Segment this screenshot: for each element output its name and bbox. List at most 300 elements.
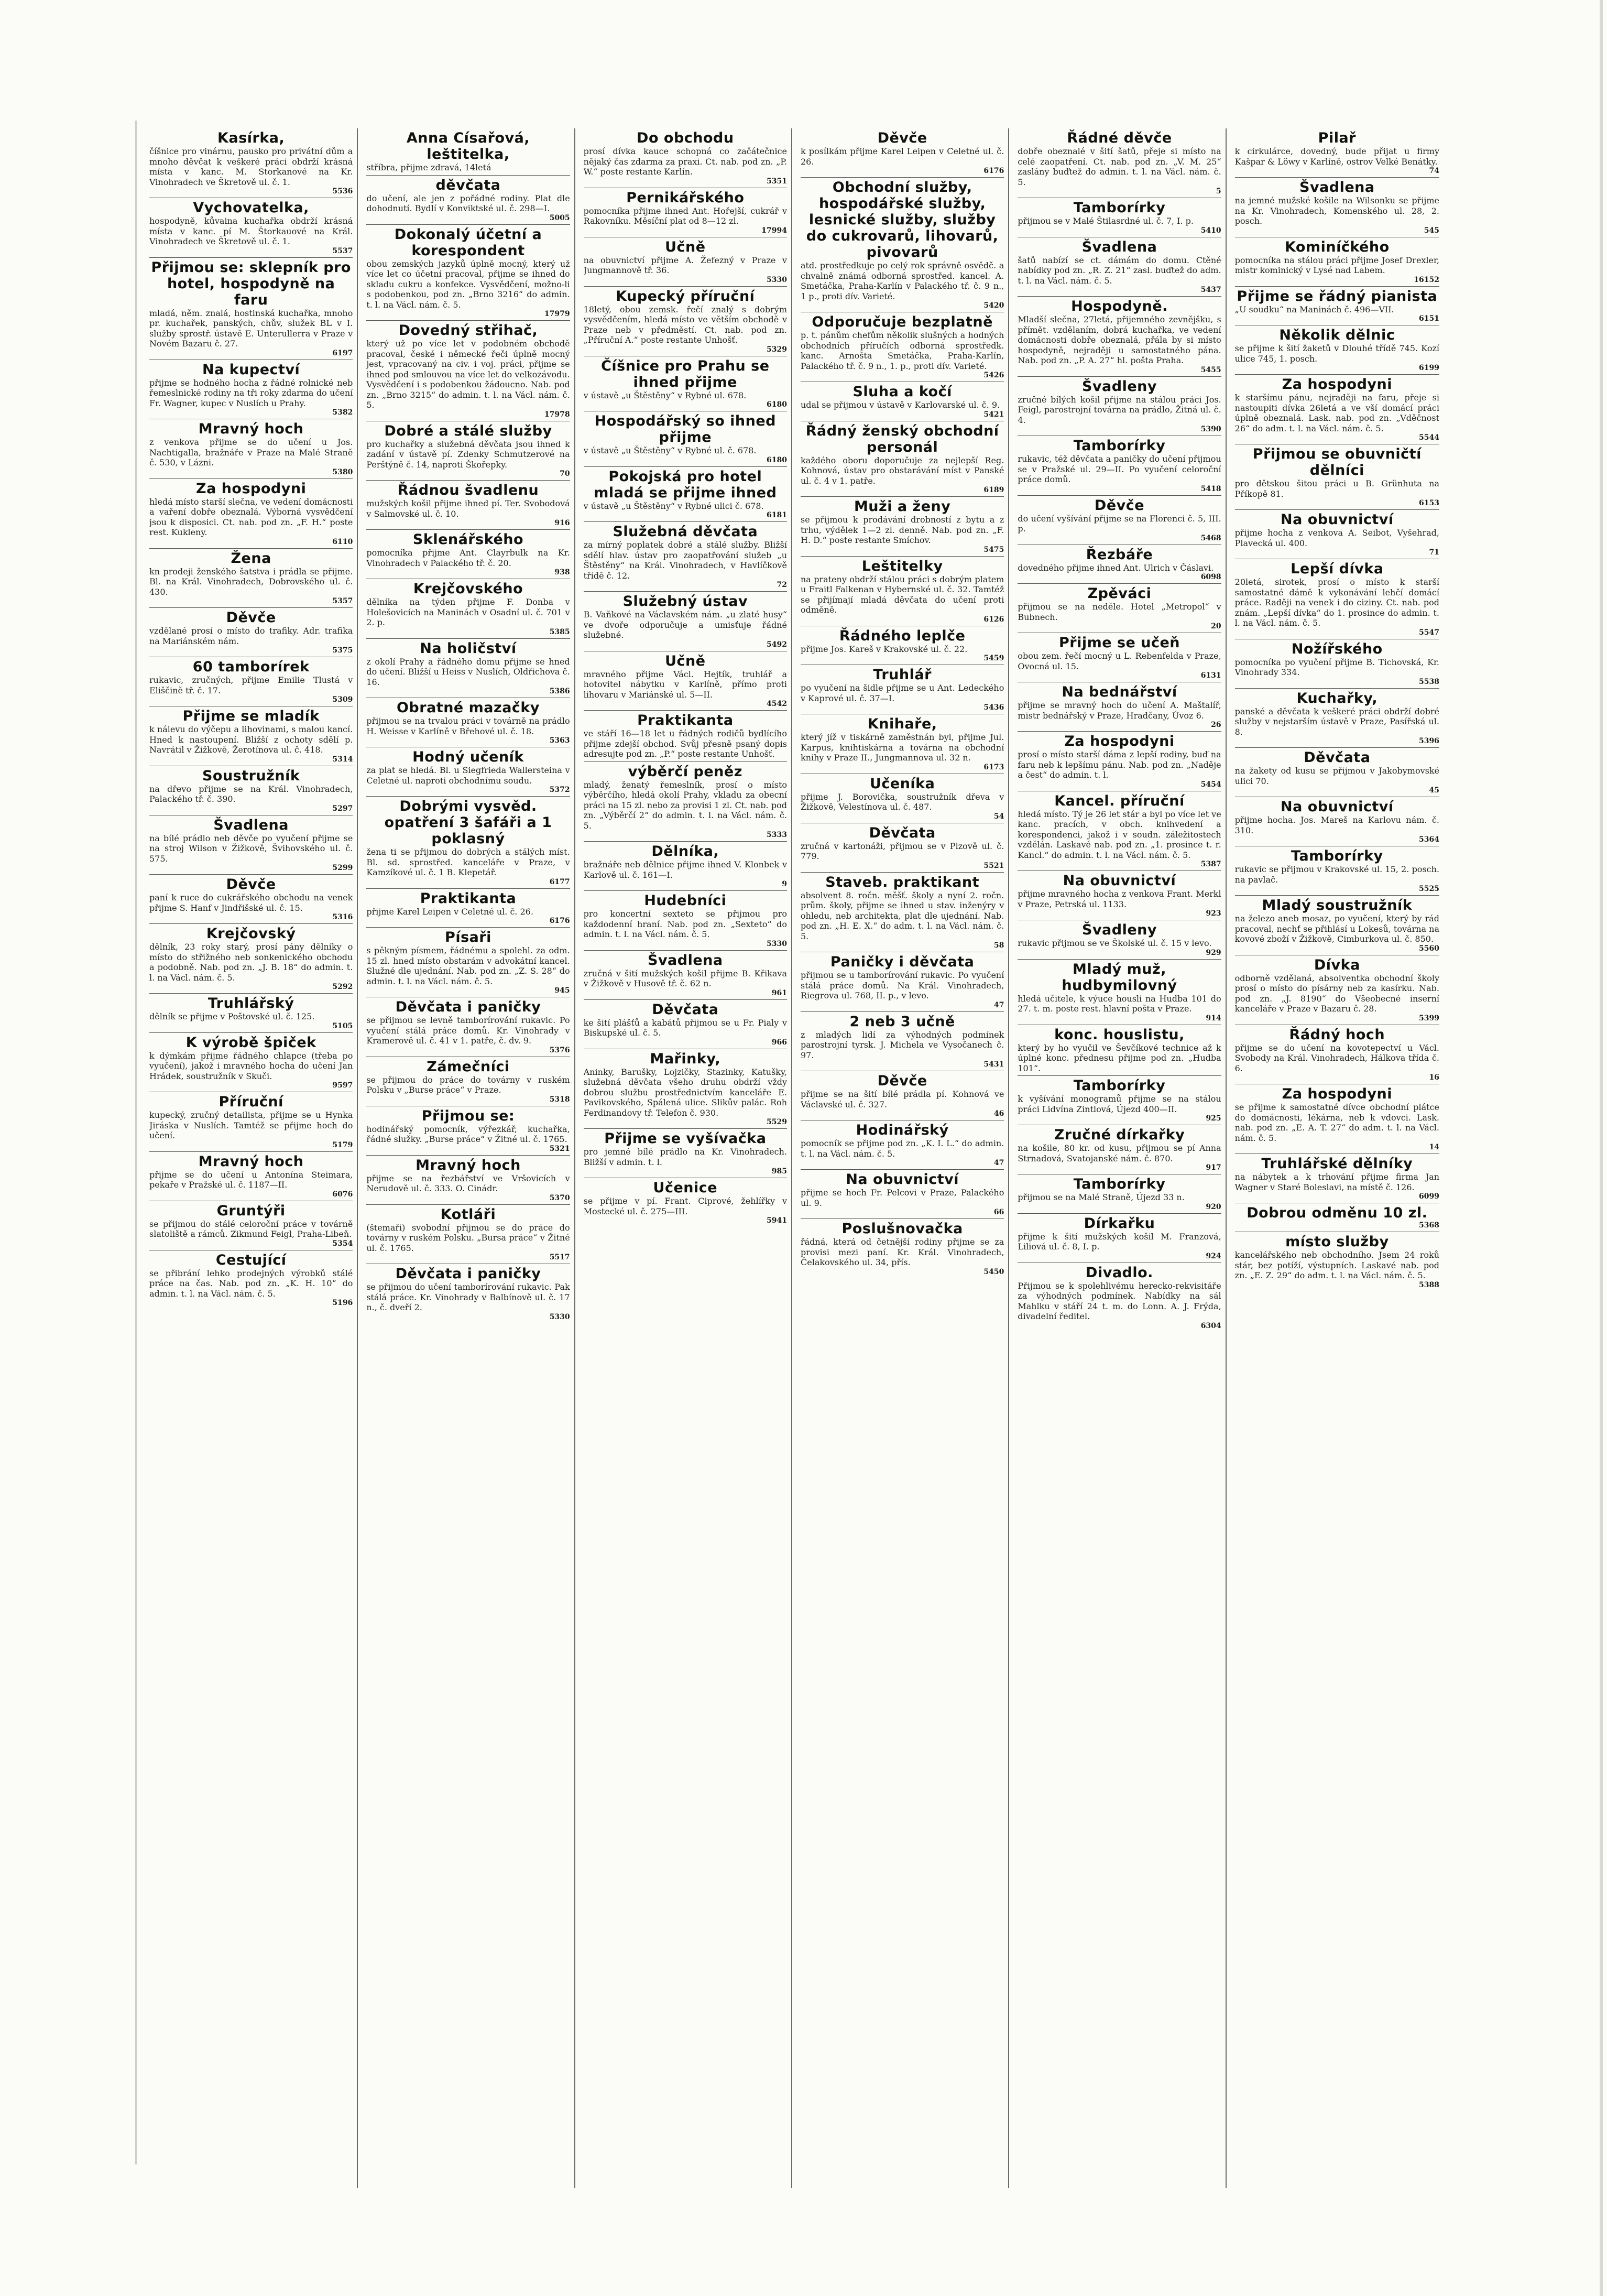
ad-number: 5330	[767, 939, 787, 948]
ad-heading: Sklenářského	[412, 531, 524, 548]
ad-number: 5941	[767, 1216, 787, 1225]
ad-number: 5560	[1419, 944, 1439, 953]
classified-ad	[149, 479, 353, 549]
ad-heading: Tamborírky	[1291, 848, 1383, 864]
ad-number: 5388	[1419, 1280, 1439, 1289]
ad-number: 6131	[1200, 671, 1221, 680]
ad-number: 5455	[1200, 365, 1221, 374]
ad-text: se přijmou se levně tamborírování rukavic. Po vyučení stálá práce domů. Kr. Vinohrady v Kramerově ul. č. 41 v 1. patře, č. dv. 9.	[366, 1015, 570, 1046]
ad-heading: děvčata	[435, 177, 501, 193]
ad-number: 6098	[1200, 573, 1221, 581]
ad-number: 5385	[549, 627, 570, 636]
ad-number: 916	[554, 519, 570, 527]
ad-heading: Dírkařku	[1084, 1215, 1155, 1232]
ad-heading: Anna Císařová, leštitelka,	[406, 130, 530, 162]
ad-heading: Muži a ženy	[854, 498, 951, 515]
ad-number: 5380	[332, 467, 353, 476]
ad-heading: Hospodyně.	[1071, 298, 1168, 314]
ad-number: 6180	[767, 455, 787, 464]
ad-heading: Děvčata	[869, 824, 936, 841]
ad-number: 6197	[332, 349, 353, 357]
ad-text: k nálevu do výčepu a lihovinami, s malou kancí. Hned k nastoupení. Bližší z ochoty sdělí p. Navrátil v Žižkově, Žerotínova ul. č. 418.	[149, 724, 353, 755]
ad-text: pro kuchařky a služebná děvčata jsou ihned k zadání v ústavě pí. Zdenky Schmutzerové na Perštýně č. 14, naproti Škořepky.	[366, 439, 570, 470]
classified-ad	[1018, 871, 1221, 920]
ad-heading: Příruční	[218, 1094, 283, 1110]
ad-heading: Za hospodyni	[1064, 733, 1175, 749]
ad-text: prosí dívka kauce schopná co začátečnice nějaký čas zdarma za praxi. Ct. nab. pod zn. „P. W.“ poste restante Karlín.	[583, 146, 787, 177]
ad-heading: Písaři	[445, 929, 491, 945]
ad-text: který by ho vyučil ve Ševčíkové technice až k úplné konc. přednesu přijme pod zn. „Hudba 101“.	[1018, 1042, 1221, 1073]
ad-heading: Dovedný střihač,	[398, 322, 538, 339]
ad-heading: Krejčovského	[413, 581, 523, 597]
ad-number: 5529	[767, 1118, 787, 1126]
ad-number: 5525	[1419, 885, 1439, 893]
ad-text: odborně vzdělaná, absolventka obchodní školy prosí o místo do písárny neb za kasírku. Nab. pod zn. „J. 8190“ do Všeobecné inserní kanceláře v Praze v Bazaru č. 28.	[1234, 973, 1439, 1014]
ad-number: 5450	[983, 1267, 1004, 1276]
classified-ad	[1018, 791, 1221, 872]
ad-text: mravného přijme Václ. Hejtík, truhlář a hotovitel nábytku v Karlíně, přímo proti lihovaru v Mariánské ul. 5—II.	[583, 669, 787, 700]
ad-number: 5544	[1419, 433, 1439, 442]
ad-heading: Mravný hoch	[198, 1153, 304, 1170]
ad-heading: Tamborírky	[1073, 438, 1166, 454]
classified-ad	[1018, 960, 1221, 1025]
classified-ad	[801, 178, 1004, 312]
ad-number: 914	[1206, 1014, 1221, 1022]
ad-text: pomocník se přijme pod zn. „K. I. L.“ do admin. t. l. na Václ. nám. č. 5.	[801, 1138, 1004, 1159]
ad-text: k staršímu pánu, nejraději na faru, přeje si nastoupiti dívka 26letá a ve vší domácí práci úplně obeznalá. Lask. nab. pod zn. „Vděčnost 26“ do adm. t. l. na Václ. nám. č. 5.	[1234, 393, 1439, 433]
ad-text: přijme se hodného hocha z řádné rolnické neb řemeslnické rodiny na tři roky zdarma do učení Fr. Wagner, kupec v Nuslích u Prahy.	[149, 377, 353, 408]
classified-ad	[366, 1106, 570, 1156]
ad-heading: Děvčata i paničky	[395, 1266, 541, 1282]
ad-heading: Tamborírky	[1073, 200, 1166, 216]
ad-number: 5399	[1419, 1014, 1439, 1022]
classified-ad	[1018, 545, 1221, 584]
ad-heading: Tamborírky	[1073, 1176, 1166, 1192]
classified-ad	[366, 698, 570, 747]
ad-heading: Mladý muž, hudbymilovný	[1062, 961, 1177, 994]
classified-ad	[366, 128, 570, 176]
ad-number: 6181	[767, 511, 787, 519]
classified-columns	[149, 128, 1444, 2188]
ad-text: přijme mravného hocha z venkova Frant. Merkl v Praze, Petrská ul. 1133.	[1018, 889, 1221, 909]
classified-ad	[366, 997, 570, 1057]
ad-heading: Švadlena	[648, 952, 723, 969]
classified-ad	[1235, 128, 1439, 178]
ad-heading: Krejčovský	[206, 926, 296, 942]
classified-ad	[149, 258, 353, 360]
ad-heading: Na kupectví	[202, 361, 300, 378]
classified-ad	[1018, 584, 1221, 633]
ad-heading: Zpěváci	[1087, 585, 1152, 602]
ad-heading: Sluha a kočí	[852, 384, 952, 400]
ad-number: 5321	[549, 1144, 570, 1153]
ad-number: 5292	[332, 983, 353, 991]
ad-text: pro koncertní sexteto se přijmou pro každodenní hraní. Nab. pod zn. „Sexteto“ do admin. t. l. na Václ. nám. č. 5.	[583, 909, 787, 939]
classified-ad	[1018, 920, 1221, 960]
ad-heading: Švadlena	[213, 817, 289, 833]
column-1	[149, 128, 358, 2188]
classified-ad	[1235, 237, 1439, 287]
classified-ad	[584, 128, 787, 188]
ad-text: v ústavě „u Štěstěny“ v Rybné ul. 678.	[583, 390, 747, 400]
ad-heading: Kotláři	[440, 1206, 496, 1223]
classified-ad	[584, 237, 787, 287]
ad-number: 5357	[332, 597, 353, 605]
ad-text: Aninky, Barušky, Lojzičky, Stazinky, Katušky, služebná děvčata všeho druhu obdrží vždy dobrou službu prostřednictvím kanceláře E. Pavikovského, Spálená ulice. Slikův palác. Roh Ferdinandovy tř. Telefon č. 930.	[583, 1067, 787, 1118]
ad-heading: Hudebníci	[644, 893, 727, 909]
classified-ad	[149, 924, 353, 994]
classified-ad	[366, 1057, 570, 1106]
ad-heading: Na holičství	[420, 640, 517, 657]
classified-ad	[149, 657, 353, 706]
ad-number: 5	[1216, 187, 1221, 195]
ad-heading: Řádný ženský obchodní personál	[805, 422, 999, 455]
ad-heading: Učeníka	[869, 775, 935, 792]
classified-ad	[801, 1170, 1004, 1219]
classified-ad	[149, 706, 353, 766]
ad-heading: Kasírka,	[217, 130, 285, 146]
ad-text: který už po více let v podobném obchodě pracoval, české i německé řeči úplně mocný jest, vpracovaný na civ. i voj. práci, přijme se ihned pod smlouvou na více let do velkozávodu. Vysvědčení i s podobenkou žádoucno. Nab. pod zn. „Brno 3215“ do admin. t. l. na Václ. nám. č. 5.	[366, 339, 570, 410]
ad-number: 5372	[549, 786, 570, 794]
ad-text: za mírný poplatek dobré a stálé služby. Bližší sdělí hlav. ústav pro zaopatřování služeb „u Štěstěny“ na Král. Vinohradech, v Havlíčkově třídě č. 12.	[583, 540, 787, 581]
ad-text: 20letá, sirotek, prosí o místo k starší samostatné dámě k vykonávání lehčí domácí práce. Raději na venek i do ciziny. Ct. nab. pod znám. „Lepší dívka“ do 1. prosince do admin. t. l. na Václ. nám. č. 5.	[1234, 577, 1439, 628]
classified-ad	[149, 1033, 353, 1093]
ad-text: hledá místo. Tý je 26 let stár a byl po více let ve kanc. pracích, v obch. knihvedení a korespondenci, jakož i v soudn. záležitostech vzdělán. Laskavé nab. pod zn. „1. prosince t. r. Kancl.“ do admin. t. l. na Václ. nám. č. 5.	[1018, 809, 1221, 860]
ad-number: 6173	[983, 763, 1004, 771]
classified-ad	[584, 1049, 787, 1129]
classified-ad	[1018, 633, 1221, 682]
classified-ad	[584, 522, 787, 592]
ad-number: 920	[1206, 1202, 1221, 1211]
ad-heading: Obratné mazačky	[396, 700, 540, 716]
classified-ad	[584, 467, 787, 523]
ad-number: 5426	[983, 371, 1004, 379]
ad-number: 5354	[332, 1239, 353, 1248]
classified-ad	[149, 128, 353, 198]
ad-text: přijme se na šití bílé prádla pí. Kohnová ve Václavské ul. č. 327.	[801, 1089, 1004, 1109]
classified-ad	[584, 762, 787, 842]
ad-number: 72	[777, 581, 787, 589]
classified-ad	[1235, 1203, 1439, 1232]
classified-ad	[366, 747, 570, 797]
ad-text: kancelářského neb obchodního. Jsem 24 roků stár, bez potíží, výstupních. Laskavé nab. pod zn. „E. Z. 29“ do adm. t. l. na Václ. nám. č. 5.	[1234, 1250, 1439, 1280]
ad-heading: Služebný ústav	[622, 593, 748, 610]
ad-number: 925	[1206, 1114, 1221, 1123]
ad-number: 5410	[1200, 226, 1221, 235]
classified-ad	[1018, 1263, 1221, 1332]
classified-ad	[149, 815, 353, 875]
ad-text: dobře obeznalé v šití šatů, přeje si místo na celé zaopatření. Ct. nab. pod zn. „V. M. 25“ zaslány buďtež do admin. t. l. na Václ. nám. č. 5.	[1018, 146, 1221, 187]
ad-heading: Obchodní služby, hospodářské služby, lesnické služby, služby do cukrovarů, lihovarů, pivovarů	[806, 179, 999, 260]
ad-text: řádná, která od četnější rodiny přijme se za provisi mezi paní. Kr. Král. Vinohradech, Čelakovského ul. 34, přís.	[801, 1237, 1004, 1267]
ad-heading: Lepší dívka	[1291, 561, 1384, 577]
ad-number: 26	[1211, 721, 1221, 729]
ad-heading: Praktikanta	[420, 890, 517, 907]
classified-ad	[1018, 237, 1221, 297]
ad-text: přijme Karel Leipen v Celetné ul. č. 26.	[366, 906, 534, 917]
classified-ad	[801, 128, 1004, 178]
ad-heading: Dobré a stálé služby	[384, 422, 552, 439]
ad-number: 16	[1429, 1073, 1439, 1082]
ad-number: 966	[771, 1038, 787, 1047]
classified-ad	[1018, 436, 1221, 496]
ad-text: k dýmkám přijme řádného chlapce (třeba po vyučení), jakož i mravného hocha do učení Jan Hrádek, soustružník v Skuči.	[149, 1050, 353, 1081]
classified-ad	[801, 1219, 1004, 1278]
ad-text: (štemaři) svobodní přijmou se do práce do továrny v ruském Polsku. „Bursa práce“ v Žitné ul. č. 1765.	[366, 1222, 570, 1253]
ad-heading: Pilař	[1318, 130, 1356, 146]
ad-number: 5517	[549, 1253, 570, 1261]
ad-heading: Na bednářství	[1062, 684, 1177, 700]
ad-text: se přijmou do učení tamborírování rukavic. Pak stálá práce. Kr. Vinohrady v Balbínově ul. č. 17 n., č. dveří 2.	[366, 1282, 570, 1312]
ad-heading: Dívka	[1314, 956, 1360, 973]
classified-ad	[149, 1250, 353, 1310]
classified-ad	[584, 842, 787, 891]
classified-ad	[584, 1129, 787, 1178]
ad-text: k vyšívání monogramů přijme se na stálou práci Lidvína Zintlová, Újezd 400—II.	[1018, 1094, 1221, 1114]
classified-ad	[801, 312, 1004, 382]
ad-number: 6153	[1419, 499, 1439, 507]
ad-heading: Do obchodu	[637, 130, 734, 146]
ad-text: se přijme v pí. Frant. Ciprové, žehlířky v Mostecké ul. č. 275—III.	[583, 1196, 787, 1216]
classified-ad	[584, 711, 787, 762]
ad-heading: Hodinářský	[856, 1122, 949, 1138]
classified-ad	[801, 626, 1004, 666]
ad-heading: Hodný učeník	[412, 749, 524, 765]
margin-rule	[135, 121, 137, 2164]
column-4	[801, 128, 1009, 2188]
classified-ad	[1235, 639, 1439, 689]
column-6	[1235, 128, 1444, 2188]
ad-heading: Poslušnovačka	[841, 1221, 963, 1237]
ad-text: Přijmou se k spolehlivému herecko-rekvisitáře za výhodných podmínek. Nabídky na sál Mahlku v stáří 24 t. m. do Lonn. A. J. Frýda, divadelní ředitel.	[1018, 1280, 1221, 1321]
ad-text: paní k ruce do cukrářského obchodu na venek přijme S. Hanf v Jindřišské ul. č. 15.	[149, 893, 353, 913]
classified-ad	[366, 1264, 570, 1323]
ad-number: 6189	[983, 486, 1004, 494]
ad-heading: Na obuvnictví	[1280, 799, 1394, 815]
ad-number: 6304	[1200, 1321, 1221, 1330]
ad-heading: Truhlářské dělníky	[1261, 1156, 1413, 1172]
classified-ad	[1235, 1154, 1439, 1203]
ad-heading: Mravný hoch	[416, 1157, 521, 1173]
ad-text: z venkova přijme se do učení u Jos. Nachtigalla, bražnáře v Praze na Malé Straně č. 530, v Lázni.	[149, 437, 353, 467]
ad-number: 5179	[332, 1140, 353, 1149]
ad-heading: Divadlo.	[1086, 1264, 1153, 1281]
classified-ad	[1235, 846, 1439, 896]
ad-heading: Řádné děvče	[1067, 130, 1172, 146]
ad-text: přijme se na řezbářství ve Vršovicích v Nerudově ul. č. 333. O. Cinádr.	[366, 1173, 570, 1193]
ad-heading: Děvče	[226, 610, 276, 626]
ad-number: 5375	[332, 646, 353, 655]
ad-text: přijme J. Borovička, soustružník dřeva v Žižkově, Velestínova ul. č. 487.	[801, 791, 1004, 812]
classified-ad	[584, 188, 787, 237]
ad-text: dělník, 23 roky starý, prosí pány dělníky o místo do střižného neb sonkenického obchodu a podobně. Nab. pod zn. „J. B. 18“ do admin. t. l. na Václ. nám. č. 5.	[149, 942, 353, 983]
ad-number: 6176	[983, 167, 1004, 175]
ad-heading: Služebná děvčata	[613, 524, 758, 540]
classified-ad	[366, 639, 570, 699]
classified-ad	[801, 823, 1004, 873]
ad-number: 6076	[332, 1190, 353, 1199]
ad-text: hledá místo starší slečna, ve vedení domácnosti a vaření dobře obeznalá. Výborná vysvědčení jsou k disposici. Ct. nab. pod zn. „F. H.“ poste rest. Kukleny.	[149, 496, 353, 537]
ad-heading: Nožířského	[1291, 640, 1383, 657]
ad-text: hospodyně, kůvaina kuchařka obdrží krásná místa v kanc. pí M. Štorkauové na Král. Vinohradech ve Škretově ul. č. 1.	[149, 216, 353, 246]
ad-number: 5538	[1419, 677, 1439, 686]
classified-ad	[1235, 689, 1439, 748]
ad-number: 938	[554, 568, 570, 576]
classified-ad	[584, 1178, 787, 1227]
page-edge	[1600, 0, 1603, 2296]
ad-text: dovedného přijme ihned Ant. Ulrich v Čáslavi.	[1018, 562, 1214, 573]
ad-heading: Řádného leplče	[839, 627, 966, 644]
ad-number: 45	[1429, 786, 1439, 795]
ad-text: obou zem. řečí mocný u L. Rebenfelda v Praze, Ovocná ul. 15.	[1018, 651, 1221, 671]
ad-number: 6110	[332, 537, 353, 546]
ad-heading: Řádný hoch	[1289, 1026, 1385, 1043]
ad-number: 6177	[549, 877, 570, 886]
ad-heading: Za hospodyni	[1282, 376, 1392, 393]
ad-text: žena ti se přijmou do dobrých a stálých míst. Bl. sd. sprostřed. kanceláře v Praze, v Kamzíkové ul. č. 1 B. Klepetář.	[366, 847, 570, 877]
ad-text: přijme Jos. Kareš v Krakovské ul. č. 22.	[801, 644, 968, 654]
classified-ad	[584, 951, 787, 1000]
ad-text: prosí o místo starší dáma z lepší rodiny, buď na faru neb k lepšímu pánu. Nab. pod zn. „Naděje a čest“ do admin. t. l.	[1018, 749, 1221, 780]
classified-ad	[366, 1156, 570, 1205]
ad-number: 985	[771, 1167, 787, 1176]
ad-text: rukavic přijmou se ve Školské ul. č. 15 v levo.	[1018, 938, 1212, 948]
ad-heading: Gruntýři	[216, 1202, 286, 1219]
ad-text: s pěkným písmem, řádnému a spolehl. za odm. 15 zl. hned místo obstarám v advokátní kancel. Služné dle ujednání. Nab. pod zn. „Z. S. 28“ do admin. t. l. na Václ. nám. č. 5.	[366, 945, 570, 986]
classified-ad	[149, 360, 353, 420]
ad-number: 545	[1424, 226, 1439, 235]
classified-ad	[149, 875, 353, 924]
column-3	[584, 128, 792, 2188]
classified-ad	[366, 579, 570, 639]
classified-ad	[1018, 496, 1221, 545]
classified-ad	[366, 889, 570, 928]
ad-text: k posílkám přijme Karel Leipen v Celetné ul. č. 26.	[801, 146, 1004, 167]
ad-number: 74	[1429, 167, 1439, 175]
ad-number: 5537	[332, 246, 353, 255]
classified-ad	[1018, 732, 1221, 791]
ad-number: 4542	[767, 700, 787, 708]
ad-number: 5420	[983, 301, 1004, 310]
classified-ad	[1018, 1076, 1221, 1125]
ad-text: dělníka na týden přijme F. Donba v Holešovicích na Maninách v Osadní ul. č. 701 v 2. p.	[366, 597, 570, 627]
ad-number: 16152	[1414, 275, 1439, 284]
classified-ad	[149, 1152, 353, 1201]
classified-ad	[584, 592, 787, 651]
ad-heading: Řádnou švadlenu	[397, 482, 539, 498]
ad-heading: Knihaře,	[867, 716, 937, 732]
ad-text: na nábytek a k trhování přijme firma Jan Wagner v Staré Boleslavi, na místě č. 126.	[1234, 1172, 1439, 1192]
ad-text: zručné bílých košil přijme na stálou práci Jos. Feigl, parostrojní továrna na prádlo, Žitná ul. č. 4.	[1018, 394, 1221, 425]
ad-heading: Mravný hoch	[198, 421, 304, 437]
ad-heading: Mladý soustružník	[1262, 897, 1413, 913]
ad-heading: Žena	[231, 550, 271, 567]
ad-heading: Na obuvnictví	[846, 1171, 959, 1188]
ad-heading: Děvče	[1094, 497, 1145, 514]
classified-ad	[1235, 1084, 1439, 1154]
ad-heading: Dokonalý účetní a korespondent	[394, 226, 542, 259]
ad-text: pomocníka na stálou práci přijme Josef Drexler, mistr kominický v Lysé nad Labem.	[1234, 255, 1439, 275]
ad-text: zručná v šití mužských košil přijme B. Křikava v Žižkově v Husově tř. č. 62 n.	[583, 968, 787, 988]
classified-ad	[366, 481, 570, 530]
ad-text: přijme hocha. Jos. Mareš na Karlovu nám. č. 310.	[1234, 815, 1439, 835]
ad-number: 5390	[1200, 425, 1221, 433]
ad-heading: Pokojská pro hotel mladá se přijme ihned	[594, 468, 777, 501]
ad-heading: Dělníka,	[651, 843, 719, 859]
classified-ad	[1018, 1174, 1221, 1214]
classified-ad	[149, 766, 353, 815]
ad-number: 14	[1429, 1143, 1439, 1151]
ad-heading: Kuchařky,	[1296, 690, 1378, 706]
ad-number: 5376	[549, 1046, 570, 1054]
ad-number: 5431	[983, 1060, 1004, 1069]
ad-heading: Švadlena	[1081, 238, 1157, 255]
ad-text: mužských košil přijme ihned pí. Ter. Svobodová v Salmovské ul. č. 10.	[366, 498, 570, 519]
ad-number: 6176	[549, 917, 570, 925]
ad-heading: Cestující	[215, 1252, 287, 1268]
ad-heading: Soustružník	[202, 767, 300, 784]
ad-text: se přibrání lehko prodejných výrobků stálé práce na čas. Nab. pod zn. „K. H. 10“ do admin. t. l. na Václ. nám. č. 5.	[149, 1268, 353, 1299]
ad-text: z okolí Prahy a řádného domu přijme se hned do učení. Bližší u Heiss v Nuslích, Oldřichova č. 16.	[366, 656, 570, 687]
ad-heading: Na obuvnictví	[1063, 873, 1176, 889]
ad-text: na obuvnictví přijme A. Žefezný v Praze v Jungmannově tř. 36.	[583, 255, 787, 275]
classified-ad	[801, 952, 1004, 1012]
ad-text: se přijme k samostatné dívce obchodní plátce do domácnosti, lékárna, neb k vdovci. Lask. nab. pod zn. „E. A. T. 27“ do adm. t. l. na Václ. nám. č. 5.	[1234, 1102, 1439, 1143]
ad-heading: Odporučuje bezplatně	[812, 314, 993, 330]
ad-number: 5547	[1419, 628, 1439, 637]
ad-number: 66	[993, 1208, 1004, 1216]
ad-number: 5333	[767, 831, 787, 839]
ad-number: 9597	[332, 1081, 353, 1090]
ad-text: obou zemských jazyků úplně mocný, který už více let co účetní pracoval, přijme se ihned do skladu cukru a konfekce. Vysvědčení, možno-li s podobenkou, pod zn. „Brno 3216“ do admin. t. l. na Václ. nám. č. 5.	[366, 258, 570, 310]
classified-ad	[801, 774, 1004, 823]
ad-number: 929	[1206, 948, 1221, 957]
classified-ad	[584, 411, 787, 467]
ad-number: 5299	[332, 864, 353, 872]
ad-number: 5318	[549, 1095, 570, 1104]
ad-text: k cirkulárce, dovedný, bude přijat u firmy Kašpar & Löwy v Karlíně, ostrov Velké Benátky.	[1234, 146, 1439, 167]
classified-ad	[1018, 1125, 1221, 1174]
ad-number: 9	[782, 880, 787, 888]
ad-number: 20	[1211, 622, 1221, 630]
classified-ad	[366, 176, 570, 225]
classified-ad	[1018, 377, 1221, 437]
ad-number: 5370	[549, 1193, 570, 1202]
ad-text: na jemné mužské košile na Wilsonku se přijme na Kr. Vinohradech, Komenského ul. 28, 2. posch.	[1234, 195, 1439, 226]
ad-number: 6199	[1419, 364, 1439, 372]
ad-number: 47	[993, 1159, 1004, 1167]
ad-heading: Vychovatelka,	[193, 200, 309, 216]
classified-ad	[801, 382, 1004, 421]
classified-ad	[584, 651, 787, 711]
ad-heading: Truhlář	[873, 667, 932, 683]
ad-number: 5297	[332, 804, 353, 813]
ad-text: šatů nabízí se ct. dámám do domu. Ctěné nabídky pod zn. „R. Z. 21“ zasl. buďtež do adm. t. l. na Václ. nám. č. 5.	[1018, 255, 1221, 286]
ad-heading: Číšnice pro Prahu se ihned přijme	[601, 357, 770, 390]
ad-text: atd. prostředkuje po celý rok správně osvědč. a chvalně známá odborná sprostřed. kancel. A. Smetáčka, Praha-Karlín v Palackého tř. č. 9 n., 1 p., proti dív. Varieté.	[801, 260, 1004, 301]
classified-ad	[1235, 748, 1439, 797]
ad-heading: Zámečníci	[427, 1058, 510, 1075]
ad-number: 54	[993, 812, 1004, 821]
ad-heading: Učenice	[653, 1180, 718, 1196]
ad-heading: Pernikářského	[626, 189, 745, 206]
ad-number: 5418	[1200, 484, 1221, 493]
ad-heading: Učně	[665, 238, 706, 255]
ad-text: na prateny obdrží stálou práci s dobrým platem u Fraitl Falkenan v Hybernské ul. č. 32. Tamtéž se přijímají mladá děvčata do učení proti odměně.	[801, 574, 1004, 615]
ad-text: absolvent 8. ročn. měšť. školy a nyní 2. ročn. prům. školy, přijme se ihned u stav. inženýry v ohledu, neb architekta, plat dle ujednání. Nab. pod zn. „H. E. X.“ do adm. t. l. na Václ. nám. č. 5.	[801, 890, 1004, 941]
ad-number: 5536	[332, 187, 353, 195]
ad-text: Mladší slečna, 27letá, přijemného zevnějšku, s přímět. vzdělaním, dobrá kuchařka, ve vedení domácnosti dobře obeznalá, přála by si místo hospodyně, nejraději u samostatného pána. Nab. pod zn. „P. A. 27“ hl. pošta Praha.	[1018, 314, 1221, 365]
